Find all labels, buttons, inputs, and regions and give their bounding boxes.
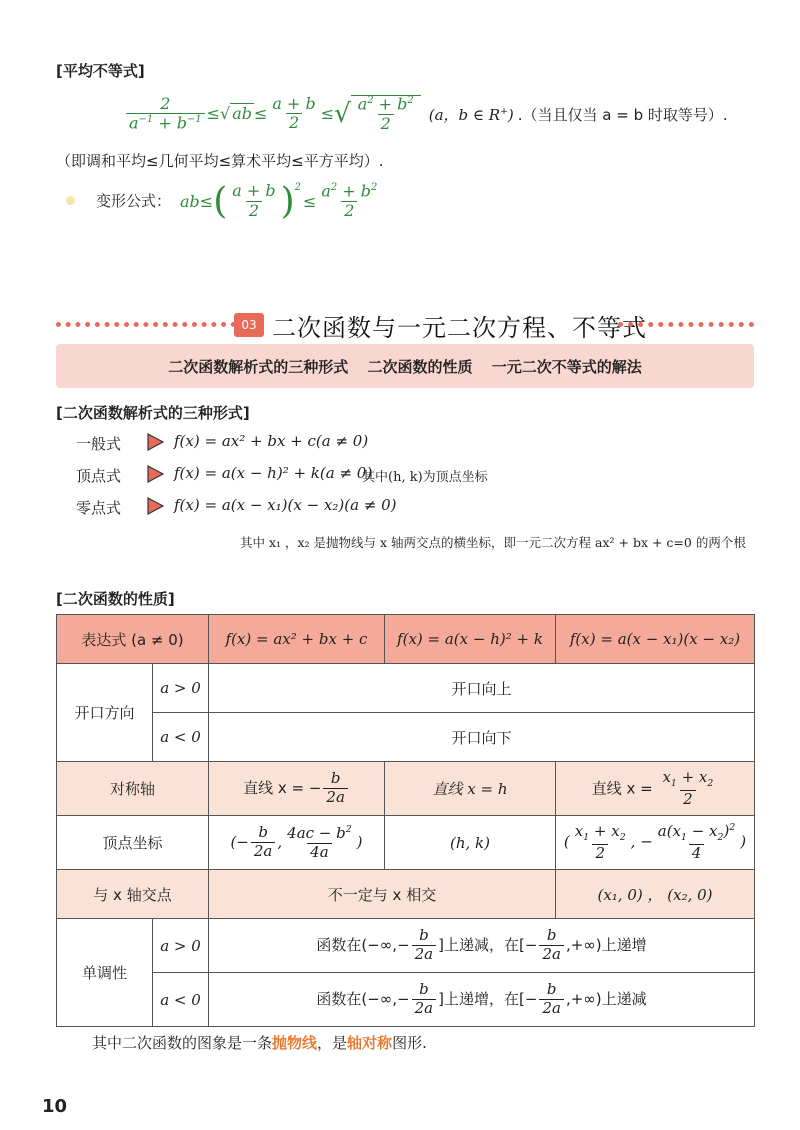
- table-header-cell: 表达式 (a ≠ 0): [57, 615, 209, 664]
- section-badge: 03: [234, 313, 264, 337]
- table-cell: a > 0: [153, 919, 209, 973]
- table-cell: a > 0: [153, 664, 209, 713]
- arrow-icon: [145, 432, 165, 452]
- table-cell: a < 0: [153, 713, 209, 762]
- table-cell: 函数在(−∞,− $\frac{b}{2a}$ ]上递增，在[− $\frac{b}{2a}$ ,+∞)上递减: [209, 973, 755, 1027]
- table-cell: ( $\frac{x_1 + x_2}{2}$ , − $\frac{a(x_1 - x_2)^2}{4}$ ): [556, 816, 755, 870]
- section-title: 二次函数与一元二次方程、不等式: [272, 314, 647, 342]
- table-header-cell: f(x) = a(x − x₁)(x − x₂): [556, 615, 755, 664]
- table-cell: 直线 x = h: [385, 762, 556, 816]
- general-form-label: 一般式: [76, 435, 122, 453]
- table-cell: 不一定与 x 相交: [209, 870, 556, 919]
- mean-inequality-formula: $\frac{2}{a^{-1} + b^{-1}}$ ≤ √ ab ≤ $\frac{a + b}{2}$ ≤ √ $\frac{a^2 + b^2}{2}$ (a，b ∈ R+) .（当且仅当 a = b 时取等号）.: [124, 88, 728, 140]
- zero-form-formula: f(x) = a(x − x₁)(x − x₂)(a ≠ 0): [174, 496, 397, 514]
- table-cell: (x₁, 0) ， (x₂, 0): [556, 870, 755, 919]
- page-number: 10: [42, 1096, 68, 1117]
- table-cell: 开口向下: [209, 713, 755, 762]
- section-divider-left: [56, 322, 236, 327]
- table-row: [57, 713, 755, 762]
- mono-label-cell: 单调性: [57, 919, 153, 1027]
- equality-note: .（当且仅当 a = b 时取等号）.: [517, 105, 728, 124]
- vertex-label-cell: 顶点坐标: [57, 816, 209, 870]
- section-divider-right: [618, 322, 754, 327]
- table-cell: a < 0: [153, 973, 209, 1027]
- vertex-form-note: 其中(h, k)为顶点坐标: [362, 470, 488, 485]
- table-cell: 函数在(−∞,− $\frac{b}{2a}$ ]上递减，在[− $\frac{b}{2a}$ ,+∞)上递增: [209, 919, 755, 973]
- table-cell: (− $\frac{b}{2a}$ , $\frac{4ac - b^2}{4a}$ ): [209, 816, 385, 870]
- table-row: [57, 973, 755, 1027]
- bullet-icon: [66, 196, 75, 205]
- mean-explanation: （即调和平均≤几何平均≤算术平均≤平方平均）.: [56, 152, 384, 170]
- section-banner: 二次函数解析式的三种形式 二次函数的性质 一元二次不等式的解法: [56, 344, 754, 388]
- table-row: [57, 919, 755, 973]
- arrow-icon: [145, 496, 165, 516]
- table-cell: (h, k): [385, 816, 556, 870]
- table-cell: 开口向上: [209, 664, 755, 713]
- table-cell: 直线 x = $\frac{x_1 + x_2}{2}$: [556, 762, 755, 816]
- table-row: [57, 870, 755, 919]
- footer-note: 其中二次函数的图象是一条抛物线，是轴对称图形.: [92, 1034, 427, 1052]
- table-row: [57, 615, 755, 664]
- vertex-form-label: 顶点式: [76, 467, 122, 485]
- domain-condition: (a，b ∈ R+): [428, 105, 514, 124]
- table-row: [57, 762, 755, 816]
- opening-label-cell: 开口方向: [57, 664, 153, 762]
- table-row: [57, 664, 755, 713]
- table-header-cell: f(x) = a(x − h)² + k: [385, 615, 556, 664]
- zero-form-note: 其中 x₁ ，x₂ 是抛物线与 x 轴两交点的横坐标，即一元二次方程 ax² + bx + c=0 的两个根: [240, 535, 746, 550]
- axis-label-cell: 对称轴: [57, 762, 209, 816]
- table-header-cell: f(x) = ax² + bx + c: [209, 615, 385, 664]
- properties-heading: [二次函数的性质]: [56, 590, 175, 608]
- vertex-form-formula: f(x) = a(x − h)² + k(a ≠ 0): [174, 464, 373, 482]
- table-cell: 直线 x = − $\frac{b}{2a}$: [209, 762, 385, 816]
- zero-form-label: 零点式: [76, 499, 122, 517]
- xint-label-cell: 与 x 轴交点: [57, 870, 209, 919]
- general-form-formula: f(x) = ax² + bx + c(a ≠ 0): [174, 432, 369, 450]
- variant-label: 变形公式：: [96, 192, 172, 210]
- variant-formula: ab ≤ ( $\frac{a + b}{2}$ ) $^2$ ≤ $\frac{a^2 + b^2}{2}$: [180, 180, 378, 222]
- forms-heading: [二次函数解析式的三种形式]: [56, 404, 250, 422]
- table-row: [57, 816, 755, 870]
- properties-table: [56, 614, 755, 1027]
- arrow-icon: [145, 464, 165, 484]
- mean-inequality-heading: [平均不等式]: [56, 62, 145, 80]
